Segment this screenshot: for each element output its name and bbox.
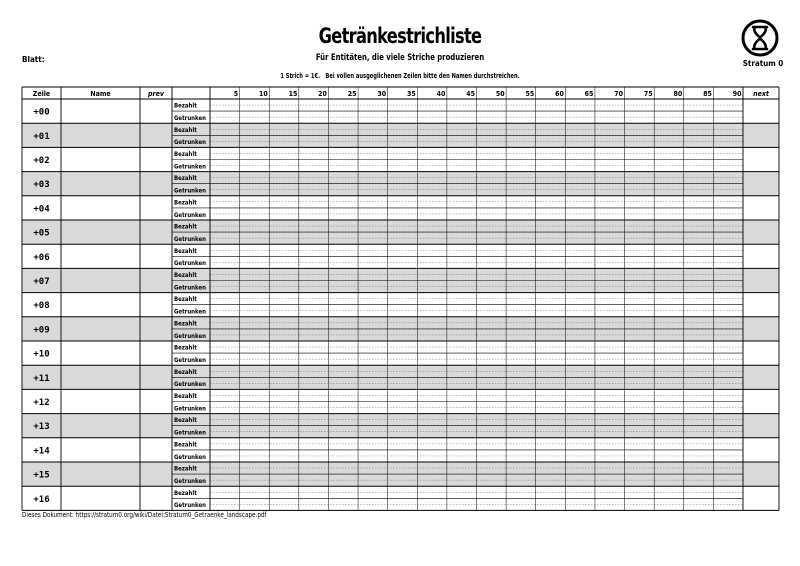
row-sub-label: Bezahlt: [174, 102, 197, 110]
row-number: +00: [33, 107, 50, 118]
row-number: +04: [33, 204, 50, 215]
tally-mark-label: 5: [233, 90, 239, 98]
row-sub-label: Bezahlt: [174, 223, 197, 231]
tally-mark-label: 85: [703, 90, 712, 98]
row-number: +03: [33, 180, 50, 191]
row-sub-label: Bezahlt: [174, 344, 197, 352]
row-sub-label: Bezahlt: [174, 441, 197, 449]
row-number: +01: [33, 131, 50, 142]
header-name: Name: [90, 90, 111, 98]
header-prev: prev: [148, 90, 164, 98]
row-number: +12: [33, 398, 50, 408]
row-sub-label: Bezahlt: [174, 296, 197, 304]
row-sub-label: Bezahlt: [174, 247, 197, 255]
row-sub-label: Getrunken: [174, 381, 206, 389]
tally-mark-label: 90: [732, 90, 742, 98]
tally-mark-label: 10: [258, 90, 268, 98]
row-sub-label: Bezahlt: [174, 465, 197, 473]
tally-mark-label: 15: [288, 90, 298, 98]
tally-mark-label: 65: [584, 90, 594, 98]
row-sub-label: Getrunken: [174, 260, 206, 268]
row-number: +05: [33, 228, 50, 239]
tally-mark-label: 50: [495, 90, 505, 98]
row-sub-label: Bezahlt: [174, 151, 197, 158]
row-sub-label: Getrunken: [174, 139, 206, 147]
row-number: +10: [33, 349, 50, 360]
row-sub-label: Getrunken: [174, 115, 206, 122]
row-sub-label: Getrunken: [174, 308, 206, 316]
row-number: +11: [33, 373, 50, 384]
row-sub-label: Bezahlt: [174, 320, 197, 328]
row-sub-label: Bezahlt: [174, 489, 197, 497]
row-sub-label: Getrunken: [174, 284, 206, 292]
row-sub-label: Bezahlt: [174, 199, 197, 207]
tally-mark-label: 25: [347, 90, 357, 98]
row-number: +15: [33, 470, 50, 481]
row-number: +14: [33, 446, 50, 457]
row-sub-label: Bezahlt: [174, 126, 197, 134]
row-number: +16: [33, 494, 50, 505]
instruction-note: 1 Strich = 1€. Bei vollen ausgeglichenen Zeilen bitte den Namen durchstreichen.: [280, 72, 520, 80]
tally-mark-label: 30: [377, 90, 387, 98]
row-sub-label: Bezahlt: [174, 368, 197, 376]
row-number: +09: [33, 325, 50, 336]
row-sub-label: Bezahlt: [174, 393, 197, 400]
row-sub-label: Getrunken: [174, 502, 206, 510]
tally-mark-label: 55: [525, 90, 535, 98]
row-number: +02: [33, 156, 50, 166]
header-next: next: [753, 90, 769, 98]
row-sub-label: Getrunken: [174, 357, 206, 364]
row-number: +06: [33, 252, 50, 263]
header-zeile: Zeile: [32, 90, 51, 98]
row-sub-label: Getrunken: [174, 453, 206, 461]
row-sub-label: Bezahlt: [174, 272, 197, 279]
row-sub-label: Getrunken: [174, 211, 206, 219]
row-number: +08: [33, 301, 50, 312]
document-link: Dieses Dokument: https://stratum0.org/wiki/Datei:Stratum0_Getraenke_landscape.pdf: [22, 511, 267, 519]
row-sub-label: Getrunken: [174, 405, 206, 413]
page-subtitle: Für Entitäten, die viele Striche produzieren: [315, 53, 485, 63]
tally-mark-label: 60: [555, 90, 564, 98]
row-sub-label: Getrunken: [174, 332, 206, 340]
row-sub-label: Getrunken: [174, 429, 206, 437]
logo-text: Stratum 0: [742, 59, 784, 68]
page-title: Getränkestrichliste: [318, 24, 482, 48]
sheet-label: Blatt:: [22, 55, 45, 64]
row-sub-label: Bezahlt: [174, 417, 197, 425]
tally-mark-label: 70: [614, 90, 624, 98]
tally-mark-label: 75: [643, 90, 653, 98]
row-number: +13: [33, 422, 50, 433]
tally-mark-label: 20: [318, 90, 327, 98]
row-number: +07: [33, 277, 50, 287]
tally-mark-label: 45: [466, 90, 475, 98]
tally-mark-label: 40: [436, 90, 446, 98]
row-sub-label: Getrunken: [174, 163, 206, 171]
row-sub-label: Bezahlt: [174, 175, 197, 183]
row-sub-label: Getrunken: [174, 187, 206, 195]
tally-mark-label: 35: [407, 90, 416, 98]
row-sub-label: Getrunken: [174, 478, 206, 485]
tally-mark-label: 80: [673, 90, 683, 98]
row-sub-label: Getrunken: [174, 236, 206, 243]
